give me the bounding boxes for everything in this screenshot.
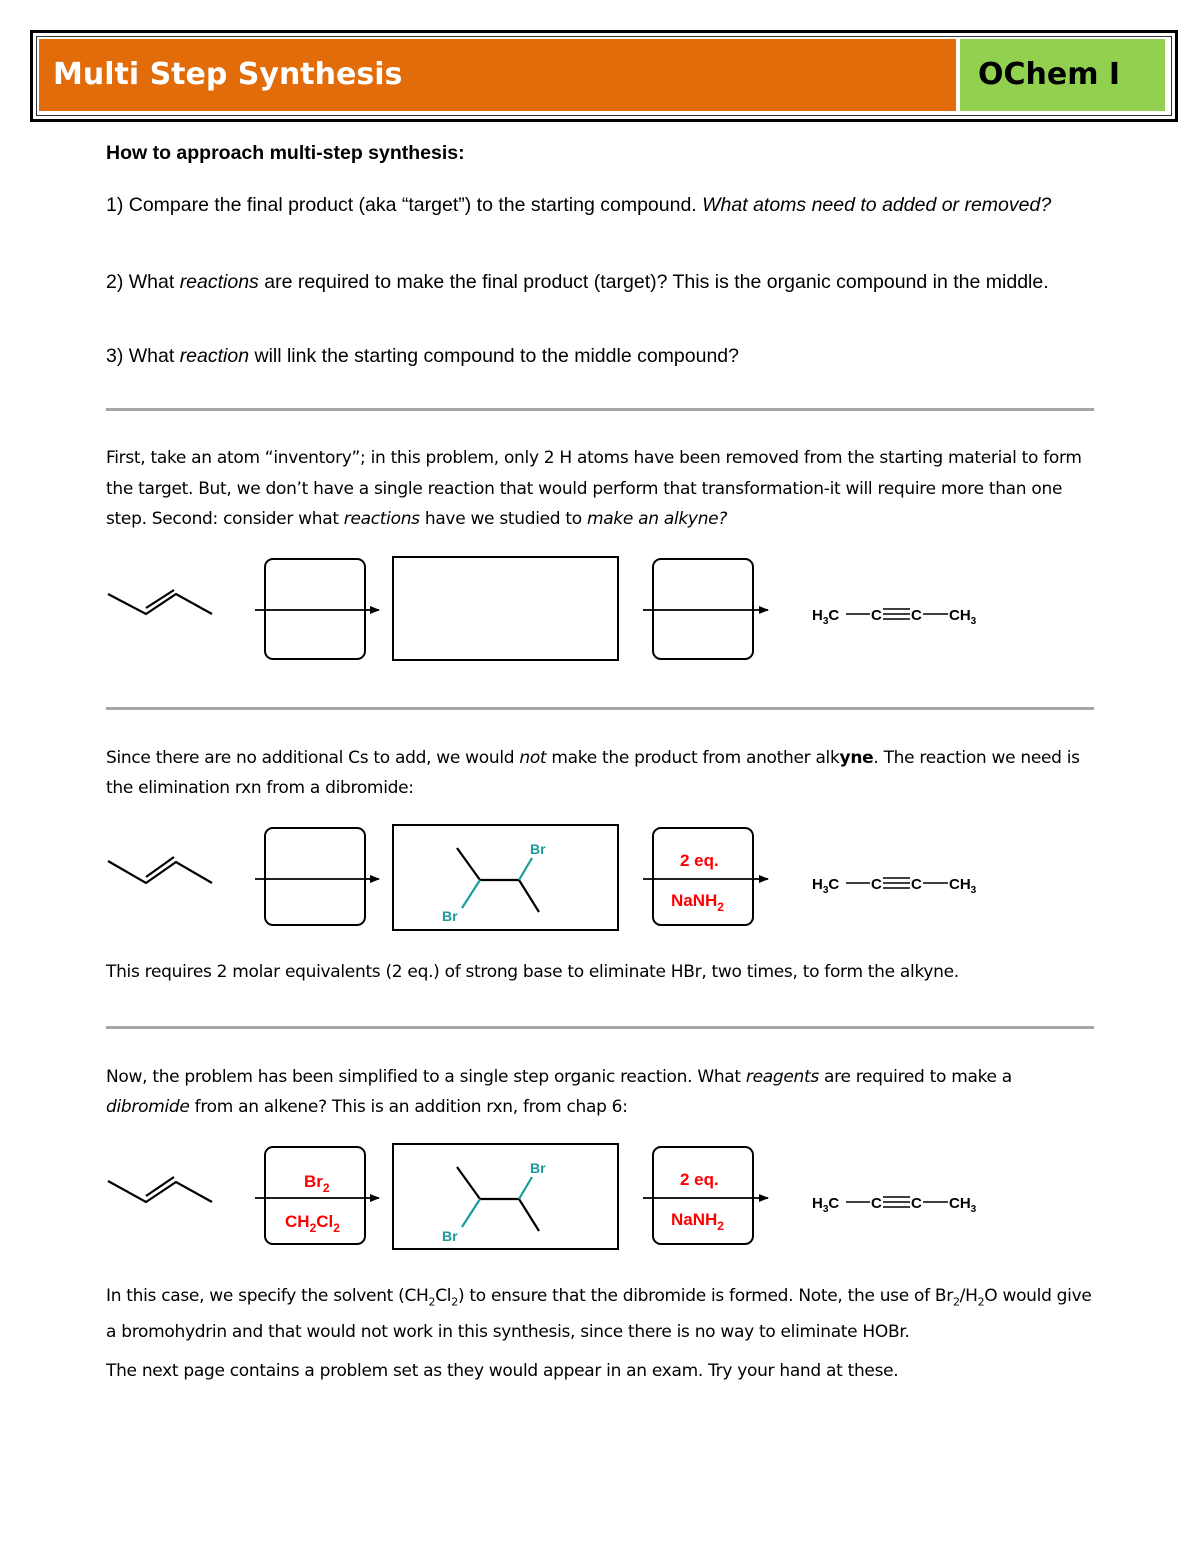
solvent-text-c: ) to ensure that the dibromide is formed. Note, the use of Br (457, 1286, 953, 1306)
scheme-3 (108, 1144, 977, 1249)
product-h3c: $H_3C$ (812, 1195, 840, 1215)
reagent-box-empty (653, 559, 753, 659)
base-equivalents: 2 eq. (680, 851, 719, 870)
step2-text-a: 2) What (106, 271, 180, 293)
step2-text-b: are required to make the final product (target)? This is the organic compound in the middle. (258, 271, 1049, 293)
scheme-1 (108, 557, 977, 660)
product-c2: C (911, 607, 922, 624)
product-c2: C (911, 1195, 922, 1212)
s3-text-c: from an alkene? This is an addition rxn, from chap 6: (189, 1097, 628, 1117)
base-reagent: NaNH$_2$ (671, 1210, 724, 1233)
solvent-text-d: /H (959, 1286, 978, 1306)
solvent-text-b: Cl (435, 1286, 452, 1306)
bromine-label: Br (442, 1228, 458, 1244)
dibromide-structure (442, 841, 546, 924)
bromine-label: Br (530, 841, 546, 857)
s2-text-c: . The reaction we need is the elimination rxn from a dibromide: (106, 748, 1080, 798)
product-ch3: $CH_3$ (949, 607, 977, 627)
dibromide-box (393, 1144, 618, 1249)
s2-bold: yne (839, 748, 874, 768)
s2-text-a: Since there are no additional Cs to add, we would (106, 748, 520, 768)
step3-italic: reaction (179, 345, 250, 367)
solvent-text-e: O would give a bromohydrin and that would not work in this synthesis, since there is no way to eliminate HOBr. (106, 1286, 1092, 1343)
page-title: Multi Step Synthesis (39, 39, 956, 111)
reagent-box-empty (265, 828, 365, 925)
base-reagent-box (653, 828, 753, 925)
section2-note: This requires 2 molar equivalents (2 eq.) of strong base to eliminate HBr, two times, to form the alkyne. (106, 962, 959, 982)
step3-text-a: 3) What (106, 345, 180, 367)
course-label: OChem I (960, 39, 1165, 111)
butene-structure (108, 1181, 212, 1202)
butyne-product (812, 607, 977, 627)
product-ch3: $CH_3$ (949, 876, 977, 896)
solvent-sub-1: 2 (428, 1295, 436, 1309)
solvent-sub-2: 2 (451, 1295, 458, 1309)
s3-italic-1: reagents (745, 1067, 819, 1087)
step1-italic: What atoms need to added or removed? (702, 194, 1052, 216)
solvent-text-a: In this case, we specify the solvent (CH (106, 1286, 429, 1306)
scheme-2 (108, 825, 977, 930)
s3-text-b: are required to make a (818, 1067, 1012, 1087)
dichloromethane-solvent: $CH_2Cl_2$ (285, 1212, 340, 1235)
product-c1: C (871, 1195, 882, 1212)
butyne-product (812, 1195, 977, 1215)
closing-sentence: The next page contains a problem set as they would appear in an exam. Try your hand at these. (106, 1361, 899, 1381)
s1-text-a: First, take an atom “inventory”; in this problem, only 2 H atoms have been removed from the starting material to form the target. But, we don’t have a single reaction that would perform that transformation-it will require more than one step. Second: consider what (106, 448, 1082, 529)
product-ch3: $CH_3$ (949, 1195, 977, 1215)
solvent-sub-4: 2 (977, 1295, 985, 1309)
product-h3c: $H_3C$ (812, 876, 840, 896)
step1-text: 1) Compare the final product (aka “target”) to the starting compound. (106, 194, 703, 216)
bromine-reagent: $Br_2$ (304, 1172, 330, 1195)
s1-italic-2: make an alkyne? (586, 509, 728, 529)
product-c1: C (871, 876, 882, 893)
s3-text-a: Now, the problem has been simplified to a single step organic reaction. What (106, 1067, 746, 1087)
s2-text-b: make the product from another alk (546, 748, 840, 768)
bromine-label: Br (442, 908, 458, 924)
product-c1: C (871, 607, 882, 624)
dibromide-structure (442, 1160, 546, 1244)
solvent-sub-3: 2 (952, 1295, 960, 1309)
base-reagent: NaNH$_2$ (671, 891, 724, 914)
butene-structure (108, 861, 212, 883)
base-reagent-box (653, 1147, 753, 1244)
butene-structure (108, 594, 212, 614)
intermediate-box-empty (393, 557, 618, 660)
product-c2: C (911, 876, 922, 893)
butyne-product (812, 876, 977, 896)
product-h3c: $H_3C$ (812, 607, 840, 627)
s2-italic: not (519, 748, 547, 768)
dibromide-box (393, 825, 618, 930)
bromine-label: Br (530, 1160, 546, 1176)
s3-italic-2: dibromide (106, 1097, 190, 1117)
step2-italic: reactions (179, 271, 259, 293)
step3-text-b: will link the starting compound to the middle compound? (249, 345, 739, 367)
reagent-box-empty (265, 559, 365, 659)
s1-italic-1: reactions (343, 509, 420, 529)
approach-heading: How to approach multi-step synthesis: (106, 142, 465, 164)
base-equivalents: 2 eq. (680, 1170, 719, 1189)
s1-text-b: have we studied to (419, 509, 587, 529)
